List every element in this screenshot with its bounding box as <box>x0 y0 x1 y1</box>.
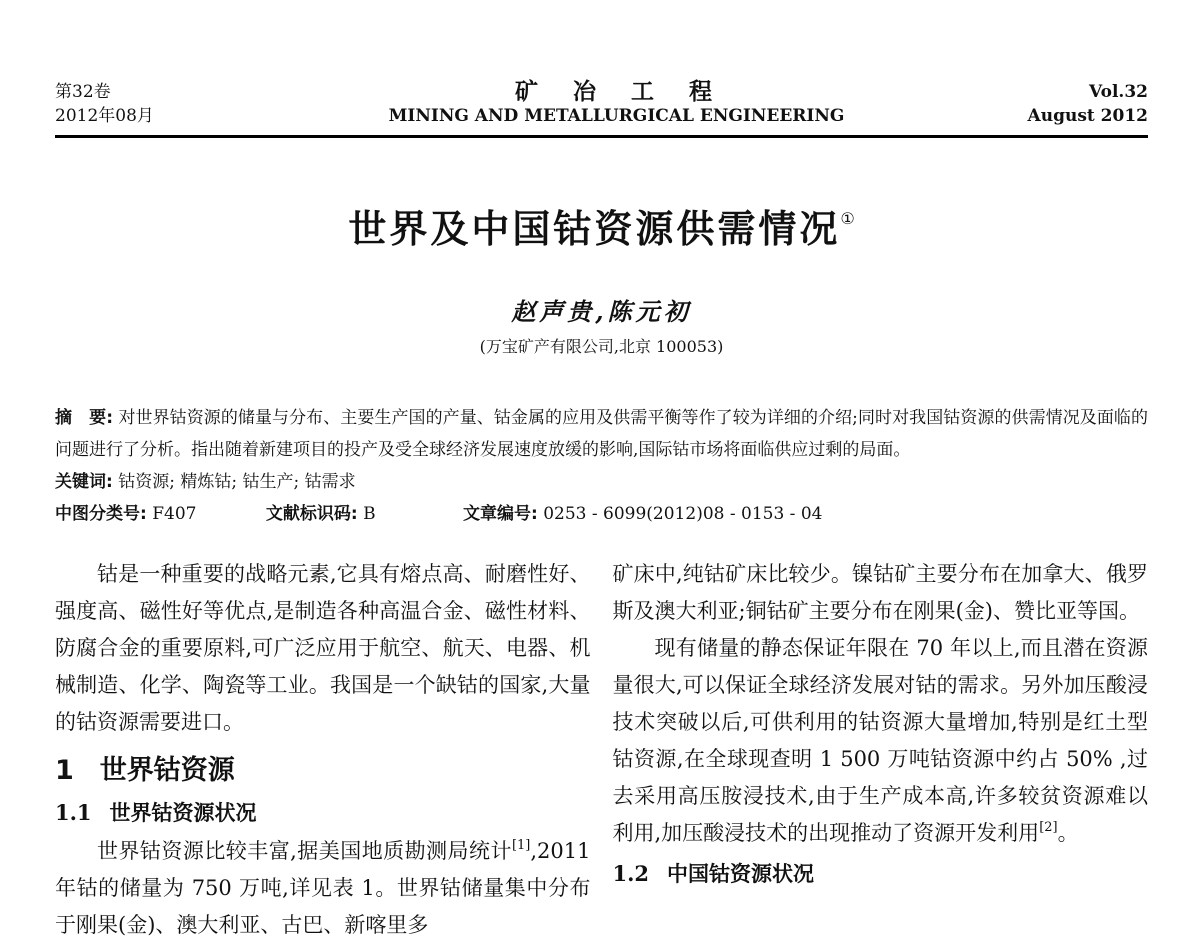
section-1-2-heading <box>613 858 1149 890</box>
section-1-1-heading <box>55 797 591 829</box>
volume-cn: 第32卷 <box>55 82 111 102</box>
abstract <box>55 402 1148 466</box>
header-right <box>978 80 1148 128</box>
abstract-label: 摘 要: <box>55 408 113 428</box>
reserves-text-end: 。 <box>1057 821 1079 845</box>
body-columns <box>55 556 1148 944</box>
header-divider <box>55 135 1148 138</box>
keywords-label: 关键词: <box>55 472 113 492</box>
section-1-number: 1 <box>55 755 74 786</box>
section-1-1-title: 世界钴资源状况 <box>109 801 257 825</box>
citation-ref-1: [1] <box>511 838 531 853</box>
issue-date-cn: 2012年08月 <box>55 106 154 126</box>
reserves-paragraph <box>613 630 1149 852</box>
journal-name-en: MINING AND METALLURGICAL ENGINEERING <box>388 106 845 126</box>
title-footnote-marker: ① <box>840 209 855 228</box>
article-id-label: 文章编号: <box>463 504 538 524</box>
section-1-2-number: 1.2 <box>612 861 650 886</box>
doc-code-value: B <box>363 504 376 524</box>
world-resource-text-post: ,2011 年钴的储量为 750 万吨,详见表 1。世界钴储量集中分布于刚果(金)、澳大利亚、古巴、新喀里多 <box>55 839 591 937</box>
world-resource-paragraph <box>55 833 591 944</box>
deposit-paragraph: 矿床中,纯钴矿床比较少。镍钴矿主要分布在加拿大、俄罗斯及澳大利亚;铜钴矿主要分布在刚果(金)、赞比亚等国。 <box>612 562 1148 623</box>
keywords-line <box>55 466 1148 498</box>
header-left <box>55 80 255 128</box>
issue-date-en: August 2012 <box>1027 106 1148 126</box>
world-resource-text-pre: 世界钴资源比较丰富,据美国地质勘测局统计 <box>97 839 512 863</box>
keywords-text: 钴资源; 精炼钴; 钴生产; 钴需求 <box>118 472 356 492</box>
journal-header <box>55 80 1148 128</box>
article-id-value: 0253 - 6099(2012)08 - 0153 - 04 <box>543 504 823 524</box>
left-column <box>55 556 591 944</box>
classification-line <box>55 498 1148 530</box>
volume-en: Vol.32 <box>1088 82 1148 102</box>
clc-value: F407 <box>152 504 197 524</box>
section-1-1-number: 1.1 <box>55 800 92 825</box>
header-center <box>255 80 978 128</box>
authors: 赵声贵,陈元初 <box>511 297 692 326</box>
section-1-heading <box>55 753 591 789</box>
section-1-title: 世界钴资源 <box>99 755 235 786</box>
right-column <box>613 556 1149 944</box>
journal-name-cn: 矿 冶 工 程 <box>515 79 718 105</box>
affiliation: (万宝矿产有限公司,北京 100053) <box>479 337 724 356</box>
intro-paragraph: 钴是一种重要的战略元素,它具有熔点高、耐磨性好、强度高、磁性好等优点,是制造各种高温合金、磁性材料、防腐合金的重要原料,可广泛应用于航空、航天、电器、机械制造、化学、陶瓷等工业。我国是一个缺钴的国家,大量的钴资源需要进口。 <box>55 562 591 734</box>
citation-ref-2: [2] <box>1039 820 1058 835</box>
article-title-text: 世界及中国钴资源供需情况 <box>348 207 841 251</box>
reserves-text-pre: 现有储量的静态保证年限在 70 年以上,而且潜在资源量很大,可以保证全球经济发展对钴的需求。另外加压酸浸技术突破以后,可供利用的钴资源大量增加,特别是红土型钴资源,在全球现查明 1 500 万吨钴资源中约占 50% ,过去采用高压胺浸技术,由于生产成本高,许多较贫资源难以利用,加压酸浸技术的出现推动了资源开发利用 <box>612 636 1148 845</box>
clc-label: 中图分类号: <box>55 504 147 524</box>
doc-code-label: 文献标识码: <box>265 504 358 524</box>
section-1-2-title: 中国钴资源状况 <box>667 862 815 886</box>
article-title <box>55 196 1148 252</box>
abstract-text: 对世界钴资源的储量与分布、主要生产国的产量、钴金属的应用及供需平衡等作了较为详细的介绍;同时对我国钴资源的供需情况及面临的问题进行了分析。指出随着新建项目的投产及受全球经济发展速度放缓的影响,国际钴市场将面临供应过剩的局面。 <box>55 408 1148 460</box>
